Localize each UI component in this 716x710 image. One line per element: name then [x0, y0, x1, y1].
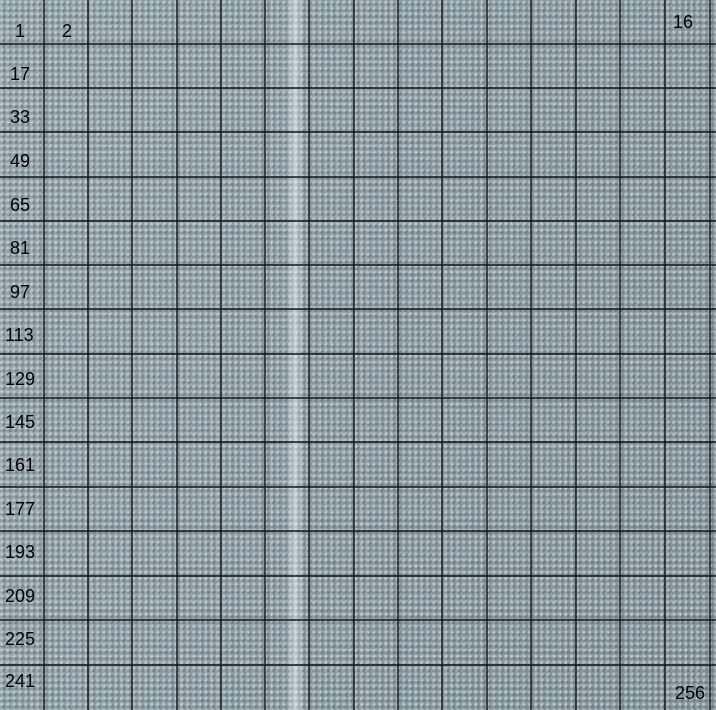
row-start-number: 225: [5, 629, 36, 649]
row-start-number: 17: [10, 64, 31, 84]
row-start-number: 145: [5, 412, 36, 432]
row-start-number: 177: [5, 499, 36, 519]
cell-number-1: 1: [15, 21, 26, 41]
row-start-number: 33: [10, 107, 31, 127]
row-start-number: 193: [5, 542, 36, 562]
row-start-number: 209: [5, 586, 36, 606]
row-start-number: 241: [5, 671, 36, 691]
cell-number-16: 16: [673, 12, 694, 32]
row-start-number: 49: [10, 151, 31, 171]
row-start-number: 81: [10, 238, 31, 258]
cell-number-256: 256: [675, 683, 706, 703]
row-start-number: 161: [5, 455, 36, 475]
cell-number-2: 2: [62, 21, 73, 41]
row-start-number: 97: [10, 282, 31, 302]
row-start-number: 65: [10, 195, 31, 215]
row-start-number: 113: [5, 325, 34, 345]
light-vertical-stripe: [286, 0, 304, 710]
row-start-number: 129: [5, 369, 36, 389]
